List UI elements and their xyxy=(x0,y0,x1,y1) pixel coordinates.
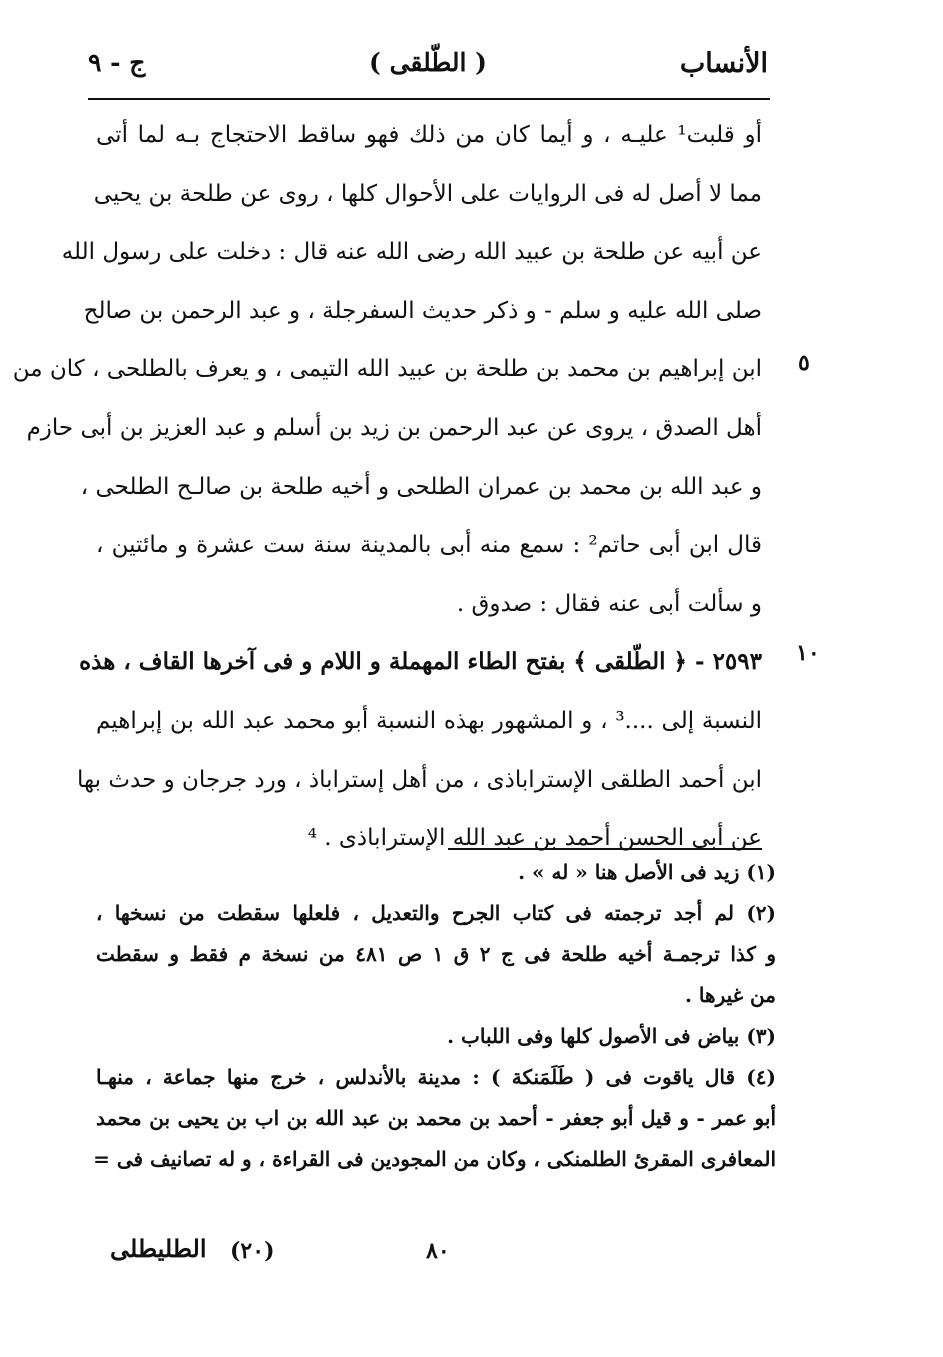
text-line: مما لا أصل له فى الروايات على الأحوال كلها ، روى عن طلحة بن يحيى xyxy=(93,180,762,207)
text-line: ابن إبراهيم بن محمد بن طلحة بن عبيد الله التيمى ، و يعرف بالطلحى ، كان من xyxy=(12,356,762,383)
catchword: الطليطلى xyxy=(110,1234,207,1263)
footnote-1: (١) زيد فى الأصل هنا « له » . xyxy=(518,860,776,884)
footnote-4-cont: أبو عمر - و قيل أبو جعفر - أحمد بن محمد بن عبد الله بن اب بن يحيى بن محمد xyxy=(96,1106,776,1130)
text-line: و سألت أبى عنه فقال : صدوق . xyxy=(456,590,762,617)
section-title: ( الطّلقى ) xyxy=(369,48,487,77)
text-line: أو قلبت¹ عليـه ، و أيما كان من ذلك فهو ساقط الاحتجاج بـه لما أتى xyxy=(96,122,762,148)
main-text xyxy=(12,106,762,868)
footnotes xyxy=(93,856,776,1175)
footnote-2-cont: من غيرها . xyxy=(685,983,776,1007)
volume-label: ج - ٩ xyxy=(88,48,146,77)
entry-heading-line: ٢٥٩٣ - ﴿ الطّلقى ﴾ بفتح الطاء المهملة و اللام و فى آخرها القاف ، هذه xyxy=(79,648,762,676)
running-header xyxy=(88,38,768,94)
text-line: عن أبى الحسن أحمد بن عبد الله الإستراباذى . ⁴ xyxy=(307,825,762,852)
footnote-4: (٤) قال ياقوت فى ( طَلَمَنكة ) : مدينة بالأندلس ، خرج منها جماعة ، منهـا xyxy=(96,1065,776,1089)
footnote-2: (٢) لم أجد ترجمته فى كتاب الجرح والتعديل ، فلعلها سقطت من نسخها ، xyxy=(96,901,776,925)
footnote-2-cont: و كذا ترجمـة أخيه طلحة فى ج ٢ ق ١ ص ٤٨١ من نسخة م فقط و سقطت xyxy=(96,942,776,966)
line-number-5: ٥ xyxy=(798,350,810,376)
signature-mark: (٢٠) xyxy=(230,1238,275,1264)
footnote-3: (٣) بياض فى الأصول كلها وفى اللباب . xyxy=(447,1024,776,1048)
footnote-divider xyxy=(448,848,762,850)
text-line: ابن أحمد الطلقى الإستراباذى ، من أهل إستراباذ ، ورد جرجان و حدث بها xyxy=(77,766,762,793)
text-line: النسبة إلى ....³ ، و المشهور بهذه النسبة أبو محمد عبد الله بن إبراهيم xyxy=(96,707,762,734)
text-line: عن أبيه عن طلحة بن عبيد الله رضى الله عنه قال : دخلت على رسول الله xyxy=(61,239,762,266)
book-title: الأنساب xyxy=(679,48,768,79)
line-number-10: ١٠ xyxy=(796,640,820,666)
text-line: أهل الصدق ، يروى عن عبد الرحمن بن زيد بن أسلم و عبد العزيز بن أبى حازم xyxy=(26,414,762,441)
header-divider xyxy=(88,98,770,100)
text-line: قال ابن أبى حاتم² : سمع منه أبى بالمدينة سنة ست عشرة و مائتين ، xyxy=(96,532,762,559)
text-line: و عبد الله بن محمد بن عمران الطلحى و أخيه طلحة بن صالـح الطلحى ، xyxy=(80,473,762,500)
page-number: ٨٠ xyxy=(426,1238,450,1264)
page-footer xyxy=(110,1234,590,1274)
footnote-4-cont: المعافرى المقرئ الطلمنكى ، وكان من المجودين فى القراءة ، و له تصانيف فى = xyxy=(93,1147,776,1171)
text-line: صلى الله عليه و سلم - و ذكر حديث السفرجلة ، و عبد الرحمن بن صالح xyxy=(83,297,762,324)
